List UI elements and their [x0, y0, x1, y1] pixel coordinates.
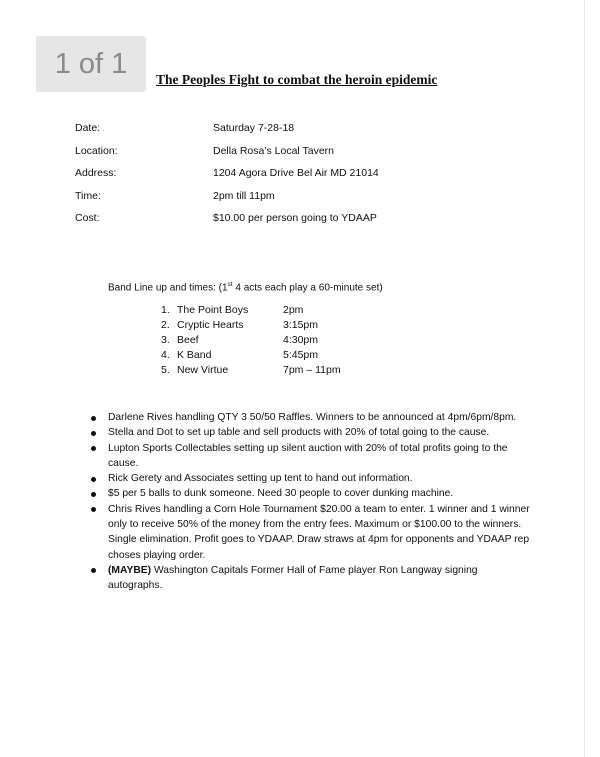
bullet-text: $5 per 5 balls to dunk someone. Need 30 people to cover dunking machine.	[108, 488, 454, 500]
band-time: 2pm	[283, 304, 304, 316]
info-label: Address:	[75, 167, 117, 179]
list-item	[90, 502, 530, 563]
info-value: 1204 Agora Drive Bel Air MD 21014	[213, 167, 379, 179]
band-name: K Band	[177, 349, 212, 361]
band-time: 3:15pm	[283, 319, 319, 331]
list-item	[90, 471, 530, 486]
activities-list	[90, 410, 530, 594]
page-edge	[584, 0, 585, 757]
band-time: 4:30pm	[283, 334, 319, 346]
bullet-icon	[91, 507, 96, 512]
bullet-text: Rick Gerety and Associates setting up tent to hand out information.	[108, 473, 413, 485]
band-lineup-intro	[108, 281, 383, 293]
bullet-icon	[91, 492, 96, 497]
document-title: The Peoples Fight to combat the heroin epidemic	[156, 72, 438, 87]
info-label: Date:	[75, 122, 101, 134]
bullet-icon	[91, 446, 96, 451]
bullet-text: Lupton Sports Collectables setting up silent auction with 20% of total profits going to the cause.	[108, 442, 508, 469]
list-item	[90, 563, 530, 594]
bullet-icon	[91, 568, 96, 573]
list-item	[90, 425, 530, 440]
band-name: The Point Boys	[177, 304, 249, 316]
band-name: Beef	[177, 334, 199, 346]
info-label: Cost:	[75, 212, 100, 224]
info-label: Location:	[75, 145, 118, 157]
band-time: 7pm – 11pm	[283, 364, 341, 376]
band-name: Cryptic Hearts	[177, 319, 244, 331]
bullet-text: Stella and Dot to set up table and sell products with 20% of total going to the cause.	[108, 427, 490, 439]
ordinal-suffix: st	[227, 281, 233, 288]
band-number: 4.	[161, 349, 170, 361]
info-value: Saturday 7-28-18	[213, 122, 295, 134]
info-value: Della Rosa’s Local Tavern	[213, 145, 335, 157]
band-number: 3.	[161, 334, 170, 346]
bullet-text: Chris Rives handling a Corn Hole Tournament $20.00 a team to enter. 1 winner and 1 winner only to receive 50% of the money from the entry fees. Maximum or $100.00 to the winners. Single elimination. Profit goes to YDAAP. Draw straws at 4pm for opponents and YDAAP rep choses playing order.	[108, 503, 530, 561]
band-intro-text: Band Line up and times: (1	[108, 282, 228, 294]
bullet-text: Washington Capitals Former Hall of Fame player Ron Langway signing autographs.	[108, 564, 478, 592]
info-label: Time:	[75, 190, 101, 202]
bullet-text: Darlene Rives handling QTY 3 50/50 Raffles. Winners to be announced at 4pm/6pm/8pm.	[108, 412, 517, 423]
page-indicator: 1 of 1	[36, 36, 146, 92]
bullet-bold: (MAYBE)	[108, 564, 152, 576]
list-item	[90, 441, 530, 472]
bullet-icon	[91, 431, 96, 436]
bullet-icon	[91, 477, 96, 482]
band-number: 2.	[161, 319, 170, 331]
band-time: 5:45pm	[283, 349, 319, 361]
band-number: 5.	[161, 364, 170, 376]
band-name: New Virtue	[177, 364, 229, 376]
info-value: 2pm till 11pm	[213, 190, 275, 202]
band-number: 1.	[161, 304, 170, 316]
band-intro-text-end: 4 acts each play a 60-minute set)	[232, 282, 383, 294]
info-value: $10.00 per person going to YDAAP	[213, 212, 377, 224]
list-item	[90, 486, 530, 501]
bullet-icon	[91, 416, 96, 421]
list-item	[90, 410, 530, 425]
